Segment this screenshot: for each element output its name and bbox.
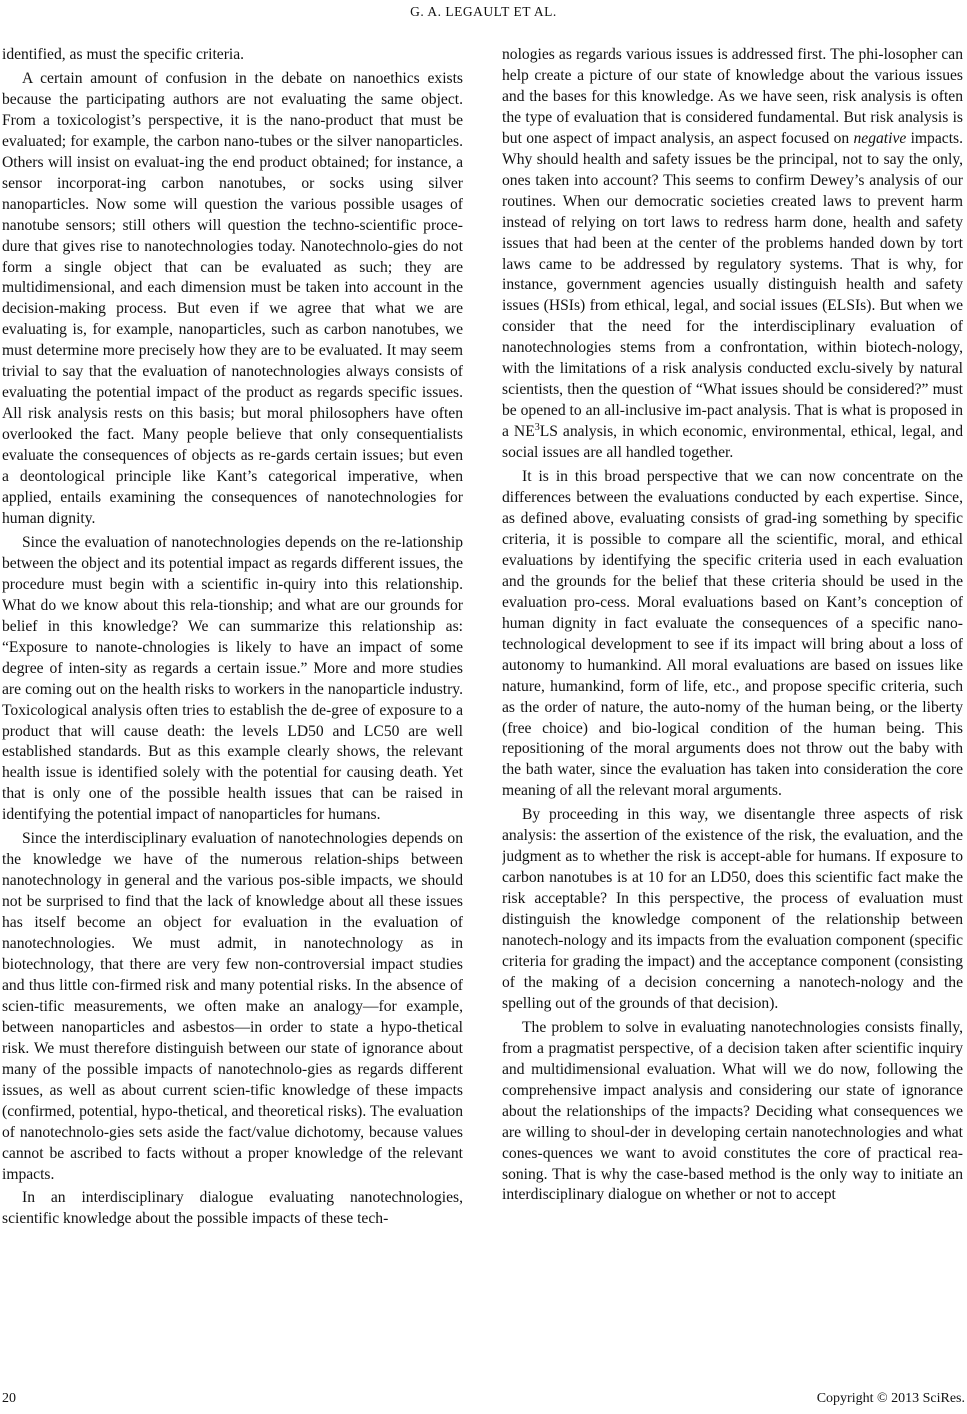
running-head: G. A. LEGAULT ET AL. — [410, 4, 557, 19]
copyright-notice: Copyright © 2013 SciRes. — [816, 1391, 965, 1406]
paragraph: Since the evaluation of nanotechnologies depends on the re-lationship between the object and its potential impact as regards different issues, the procedure must begin with a scientific in-quiry into this relationship. What do we know about this rela-tionship; and what are our grounds for belief in this knowledge? We can summarize this relationship as: “Exposure to nanote-chnologies is likely to have an impact of some degree of inten-sity as regards a certain issue.” More and more studies are coming out on the health risks to workers in the nanoparticle industry. Toxicological analysis often tries to establish the de-gree of exposure to a product that will cause death: the levels LD50 and LC50 are well established standards. But as this example clearly shows, the relevant health issue is identified solely with the potential for causing death. Yet that is only one of the possible health issues that can be raised in identifying the potential impact of nanoparticles for humans. — [2, 533, 463, 824]
text-run: nologies as regards various issues is addressed first. The phi-losopher can help create a picture of our state of knowledge about the various issues and the bases for this knowledge. As we have seen, risk analysis is often the type of evaluation that is considered fundamental. But risk analysis is but one aspect of impact analysis, an aspect focused on — [502, 46, 963, 147]
paragraph: A certain amount of confusion in the debate on nanoethics exists because the participating authors are not evaluating the same object. From a toxicologist’s perspective, it is the nano-product that must be evaluated; for example, the carbon nano-tubes or the silver nanoparticles. Others will insist on evaluat-ing the end product obtained; for instance, a sensor incorporat-ing carbon nanotubes, or socks using silver nanoparticles. Now some will question the various possible usages of nanotube sensors; still others will question the techno-scientific proce-dure that gives rise to nanotechnologies today. Nanotechnolo-gies do not form a single object that can be evaluated as such; they are multidimensional, and each dimension must be taken into account in the decision-making process. But even if we agree that what we are evaluating is, for example, nanoparticles, such as carbon nanotubes, we must determine more precisely how they are to be evaluated. It may seem trivial to say that the evaluation of nanotechnologies always consists of evaluating the potential impact of the product as regards specific issues. All risk analysis rests on this basis; but moral philosophers have often overlooked the fact. Many people believe that only consequentialists evaluate the consequences of objects as re-gards certain issues; but even a deontological principle like Kant’s categorical imperative, when applied, entails examining the consequences of nanotechnologies for human dignity. — [2, 69, 463, 527]
left-column — [2, 45, 463, 1363]
text-run: impacts. Why should health and safety issues be the principal, not to say the only, ones taken into account? This seems to confirm Dewey’s analysis of our routines. When our democratic societies created laws to prevent harm instead of relying on tort laws to redress harm done, health and safety issues that had been at the center of the problems handed down by tort laws came to be addressed by regulatory systems. That is why, for instance, government agencies usually distinguish health and safety issues (HSIs) from ethical, legal, and social issues (ELSIs). But when we consider that the need for the interdisciplinary evaluation of nanotechnologies stems from a confrontation, within biotech-nology, with the limitations of a risk analysis conducted exclu-sively by natural scientists, then the question of “What issues should be considered?” must be opened to an all-inclusive im-pact analysis. That is what is proposed in a NE — [502, 129, 963, 441]
page-number: 20 — [2, 1391, 16, 1406]
paragraph: identified, as must the specific criteria. — [2, 46, 245, 63]
text-run: LS analysis, in which economic, environmental, ethical, legal, and social issues are all handled together. — [502, 423, 963, 462]
right-column — [502, 45, 963, 1363]
paragraph: The problem to solve in evaluating nanotechnologies consists finally, from a pragmatist perspective, of a decision taken after scientific inquiry and multidimensional evaluation. What will we do now, following the comprehensive impact analysis and considering our state of ignorance about the relationships of the impacts? Deciding what consequences we are willing to shoul-der in developing certain nanotechnologies and what cones-quences we want to avoid constitutes the core of practical rea-soning. That is why the case-based method is the only way to initiate an interdisciplinary dialogue on whether or not to accept — [502, 1018, 963, 1204]
paragraph: It is in this broad perspective that we can now concentrate on the differences between the evaluations conducted by each expertise. Since, as defined above, evaluating consists of grad-ing something by specific criteria, it is possible to compare all the scientific, moral, and ethical evaluations by identifying the specific criteria used in each evaluation and the grounds for the belief that these criteria should be used in the evaluation pro-cess. Moral evaluations based on Kant’s conception of human dignity in fact evaluate the consequences of a specific nano-technological development to see if its impact will bring about a loss of autonomy to humankind. All moral evaluations are based on issues like nature, humankind, form of life, etc., and propose specific criteria, such as the order of nature, the auto-nomy of the human being, or the liberty (free choice) and bio-logical condition of the human being. This repositioning of the moral arguments does not throw out the baby with the bath water, since the evaluation has taken into consideration the core meaning of all the relevant moral arguments. — [502, 468, 963, 800]
paragraph: In an interdisciplinary dialogue evaluating nanotechnologies, scientific knowledge about the possible impacts of these tech- — [2, 1189, 463, 1228]
emphasis-negative: negative — [853, 129, 907, 147]
superscript: 3 — [534, 421, 540, 433]
paragraph — [502, 45, 963, 464]
paragraph: Since the interdisciplinary evaluation of nanotechnologies depends on the knowledge we have of the numerous relation-ships between nanotechnology in general and the various pos-sible impacts, we should not be surprised to find that the lack of knowledge about all these issues has itself become an object for evaluation in the evaluation of nanotechnologies. We must admit, in nanotechnology as in biotechnology, that there are very few non-controversial impact studies and thus little con-firmed risk and many potential risks. In the absence of scien-tific measurements, we often make an analogy—for example, between nanoparticles and asbestos—in order to state a hypo-thetical risk. We must therefore distinguish between our state of ignorance about many of the possible impacts of nanotechnolo-gies as regards different issues, as well as about current scien-tific knowledge of these impacts (confirmed, potential, hypo-thetical, and theoretical risks). The evaluation of nanotechnolo-gies sets aside the fact/value dichotomy, because values cannot be ascribed to facts without a proper knowledge of the relevant impacts. — [2, 830, 463, 1183]
paragraph: By proceeding in this way, we disentangle three aspects of risk analysis: the assertion of the existence of the risk, the evaluation, and the judgment as to whether the risk is accept-able for humans. If exposure to carbon nanotubes is at 10 for an LD50, does this scientific fact make the risk acceptable? In this perspective, the process of evaluation must distinguish the knowledge component of the relationship between nanotech-nology and its impacts from the evaluation component (specific criteria for grading the impact) and the acceptance component (consisting of the making of a decision concerning a nanotech-nology and the spelling out of the grounds of that decision). — [502, 806, 963, 1012]
